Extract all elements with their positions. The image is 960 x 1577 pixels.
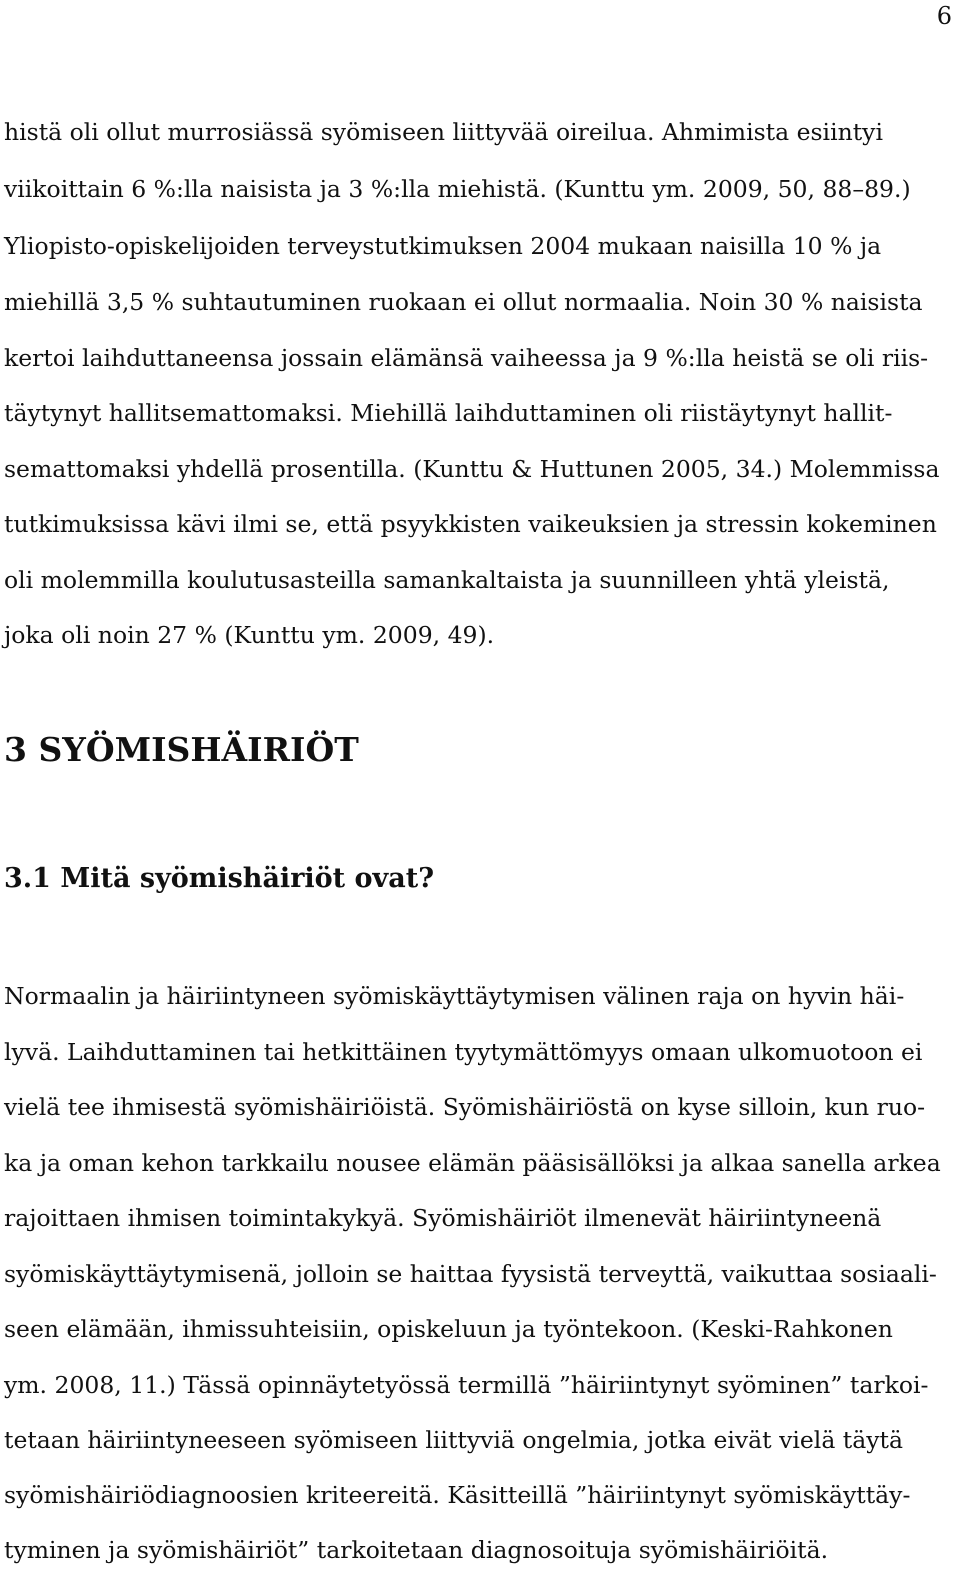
text-line: Normaalin ja häiriintyneen syömiskäyttäytymisen välinen raja on hyvin häi- [4, 982, 905, 1010]
text-line: tyminen ja syömishäiriöt” tarkoitetaan diagnosoituja syömishäiriöitä. [4, 1536, 829, 1564]
text-line: oli molemmilla koulutusasteilla samankaltaista ja suunnilleen yhtä yleistä, [4, 566, 890, 594]
section-heading: 3.1 Mitä syömishäiriöt ovat? [4, 863, 435, 894]
text-line: miehillä 3,5 % suhtautuminen ruokaan ei ollut normaalia. Noin 30 % naisista [4, 288, 923, 316]
text-line: Yliopisto-opiskelijoiden terveystutkimuksen 2004 mukaan naisilla 10 % ja [4, 232, 882, 260]
text-line: rajoittaen ihmisen toimintakykyä. Syömishäiriöt ilmenevät häiriintyneenä [4, 1204, 882, 1232]
text-line: syömishäiriödiagnoosien kriteereitä. Käsitteillä ”häiriintynyt syömiskäyttäy- [4, 1481, 911, 1509]
text-line: viikoittain 6 %:lla naisista ja 3 %:lla miehistä. (Kunttu ym. 2009, 50, 88–89.) [4, 175, 911, 203]
text-line: semattomaksi yhdellä prosentilla. (Kunttu & Huttunen 2005, 34.) Molemmissa [4, 455, 940, 483]
text-line: tetaan häiriintyneeseen syömiseen liittyviä ongelmia, jotka eivät vielä täytä [4, 1426, 903, 1454]
text-line: ym. 2008, 11.) Tässä opinnäytetyössä termillä ”häiriintynyt syöminen” tarkoi- [4, 1371, 929, 1399]
text-line: tutkimuksissa kävi ilmi se, että psyykkisten vaikeuksien ja stressin kokeminen [4, 510, 937, 538]
text-line: täytynyt hallitsemattomaksi. Miehillä laihduttaminen oli riistäytynyt hallit- [4, 399, 893, 427]
chapter-heading: 3 SYÖMISHÄIRIÖT [4, 730, 359, 769]
text-line: joka oli noin 27 % (Kunttu ym. 2009, 49). [4, 621, 495, 649]
text-line: histä oli ollut murrosiässä syömiseen liittyvää oireilua. Ahmimista esiintyi [4, 118, 883, 146]
text-line: ka ja oman kehon tarkkailu nousee elämän pääsisällöksi ja alkaa sanella arkea [4, 1149, 941, 1177]
text-line: vielä tee ihmisestä syömishäiriöistä. Syömishäiriöstä on kyse silloin, kun ruo- [4, 1093, 926, 1121]
page-number: 6 [936, 2, 952, 30]
text-line: syömiskäyttäytymisenä, jolloin se haittaa fyysistä terveyttä, vaikuttaa sosiaali- [4, 1260, 937, 1288]
text-line: seen elämään, ihmissuhteisiin, opiskeluun ja työntekoon. (Keski-Rahkonen [4, 1315, 893, 1343]
text-line: kertoi laihduttaneensa jossain elämänsä vaiheessa ja 9 %:lla heistä se oli riis- [4, 344, 929, 372]
text-line: lyvä. Laihduttaminen tai hetkittäinen tyytymättömyys omaan ulkomuotoon ei [4, 1038, 923, 1066]
